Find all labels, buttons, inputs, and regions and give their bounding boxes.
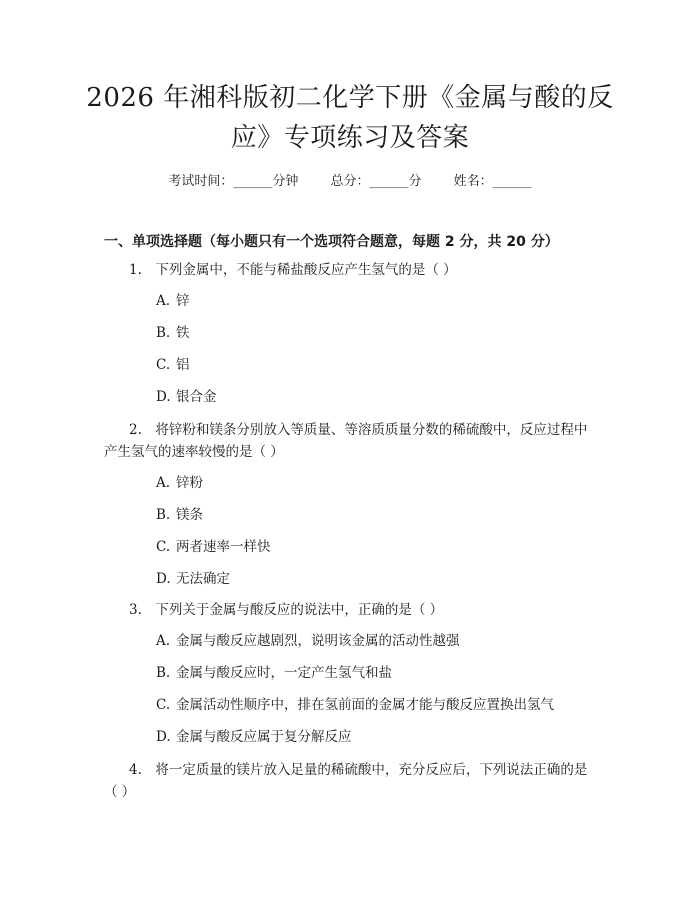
question-3-option-d	[156, 728, 352, 746]
option-text: 金属与酸反应越剧烈，说明该金属的活动性越强	[176, 633, 460, 649]
option-letter: B.	[156, 325, 171, 341]
option-letter: A.	[156, 633, 171, 649]
question-3: 3. 下列关于金属与酸反应的说法中，正确的是（ ）	[129, 602, 444, 618]
option-letter: B.	[156, 665, 171, 681]
option-letter: D.	[156, 729, 171, 745]
question-4: 4. 将一定质量的镁片放入足量的稀硫酸中，充分反应后，下列说法正确的是（ ）	[104, 762, 588, 800]
option-letter: A.	[156, 475, 171, 491]
question-3-option-c	[156, 696, 554, 714]
question-3-option-b	[156, 664, 392, 682]
title-line-1: 2026 年湘科版初二化学下册《金属与酸的反	[86, 83, 614, 113]
option-letter: D.	[156, 389, 171, 405]
exam-info	[0, 170, 700, 189]
question-2-option-d	[156, 570, 230, 588]
option-text: 两者速率一样快	[176, 539, 271, 555]
title-line-2: 应》专项练习及答案	[230, 123, 470, 153]
question-2-option-a	[156, 474, 203, 492]
option-text: 金属与酸反应属于复分解反应	[176, 729, 352, 745]
option-letter: A.	[156, 293, 171, 309]
section-heading: 一、单项选择题（每小题只有一个选项符合题意，每题 2 分，共 20 分）	[104, 234, 559, 250]
option-letter: C.	[156, 539, 171, 555]
question-1-option-b	[156, 324, 190, 342]
student-name-field: 姓名：______	[453, 174, 532, 189]
question-2: 2. 将锌粉和镁条分别放入等质量、等溶质质量分数的稀硫酸中，反应过程中产生氢气的速率较慢的是（ ）	[104, 422, 588, 460]
option-text: 镁条	[176, 507, 203, 523]
exam-time-field: 考试时间：______分钟	[168, 174, 299, 189]
document-title	[60, 78, 640, 158]
option-text: 锌粉	[176, 475, 203, 491]
option-letter: C.	[156, 697, 171, 713]
question-1-option-a	[156, 292, 190, 310]
option-letter: D.	[156, 571, 171, 587]
option-text: 锌	[176, 293, 190, 309]
option-text: 铁	[176, 325, 190, 341]
option-text: 银合金	[176, 389, 217, 405]
option-text: 金属与酸反应时，一定产生氢气和盐	[176, 665, 392, 681]
option-text: 无法确定	[176, 571, 230, 587]
option-letter: B.	[156, 507, 171, 523]
question-1-option-c	[156, 356, 190, 374]
option-text: 铝	[176, 357, 190, 373]
question-2-option-b	[156, 506, 203, 524]
question-3-option-a	[156, 632, 460, 650]
question-2-option-c	[156, 538, 271, 556]
option-letter: C.	[156, 357, 171, 373]
question-1-option-d	[156, 388, 217, 406]
option-text: 金属活动性顺序中，排在氢前面的金属才能与酸反应置换出氢气	[176, 697, 554, 713]
total-score-field: 总分：______分	[330, 174, 422, 189]
question-1: 1. 下列金属中，不能与稀盐酸反应产生氢气的是（ ）	[129, 262, 457, 278]
